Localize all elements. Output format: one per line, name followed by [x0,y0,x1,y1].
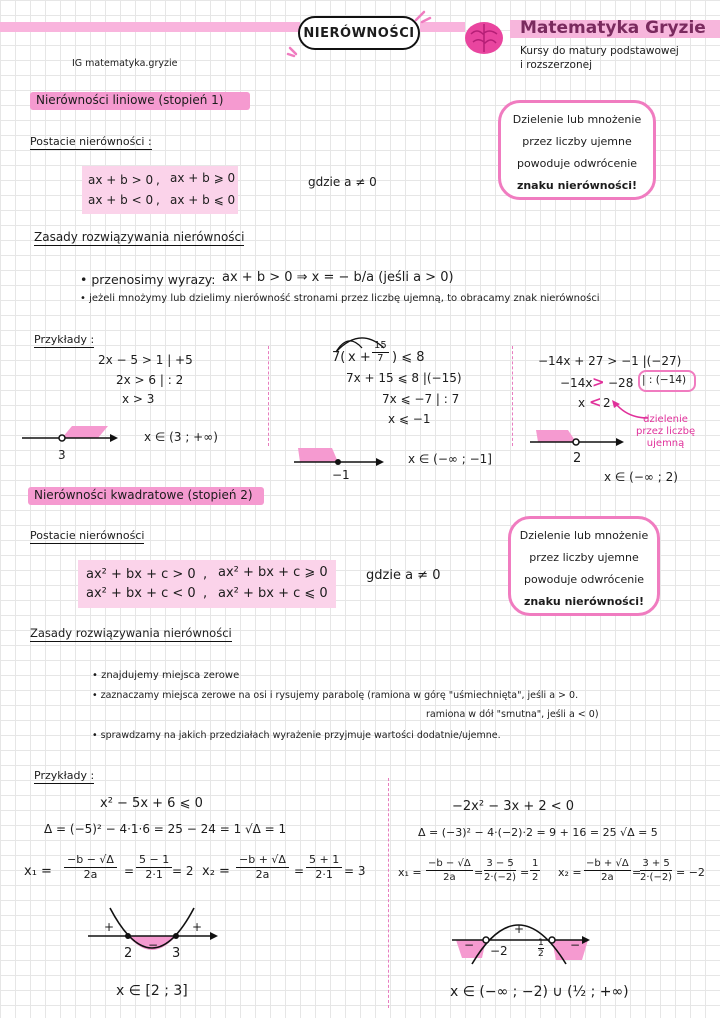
lin-ex1-line-3: x > 3 [122,392,155,406]
sparkle-left-icon [286,38,306,58]
lin-ex2-fraction [372,340,389,365]
lin-ex2-line-2: 7x + 15 ⩽ 8 |(−15) [346,371,462,385]
quad-ex2-x1-res-num: 1 [532,858,539,869]
quad-rules-label-wrap [30,626,232,642]
quad-ex2-x1-res-frac [530,857,540,884]
linear-note-line-1: Dzielenie lub mnożenie [512,113,642,126]
lin-ex3-answer: x ∈ (−∞ ; 2) [604,470,678,484]
quad-ex2-x1-den: 2a [443,872,456,883]
lin-ex3-line-2-op: | : (−14) [642,374,687,386]
quad-ex1-x1-den2: 2·1 [145,868,163,881]
quad-form-4: ax² + bx + c ⩽ 0 [218,586,328,601]
linear-form-1: ax + b > 0 [88,173,154,187]
quad-ex2-x1-frac2 [484,857,516,884]
linear-condition: gdzie a ≠ 0 [308,175,377,189]
lin-ex1-line-2: 2x > 6 | : 2 [116,373,184,387]
linear-forms-label: Postacie nierówności : [30,135,152,148]
quad-rule-3: • sprawdzamy na jakich przedziałach wyrażenie przyjmuje wartości dodatnie/ujemne. [92,730,501,741]
quad-ex2-tick-2-num: 1 [538,938,544,948]
quad-ex1-answer: x ∈ [2 ; 3] [116,983,188,999]
quad-note-line-3: powoduje odwrócenie [523,573,645,586]
quad-note-line-1: Dzielenie lub mnożenie [519,529,649,542]
quad-ex2-plus: + [514,922,525,936]
brand-tagline-1: Kursy do matury podstawowej [520,45,679,57]
quad-divider [388,778,389,1008]
lin-ex3-line-2-right: −28 [608,376,634,390]
quad-ex1-x2-frac2 [306,853,342,882]
quad-ex1-x2-label: x₂ = [202,864,230,879]
quad-ex2-x2-res: = −2 [676,866,705,879]
linear-rules-label-wrap [34,230,244,246]
lin-ex3-line-3-right: 2 [603,396,611,410]
quad-ex2-x2-eq: = [632,866,642,879]
quad-ex1-tick-2: 3 [172,946,181,961]
quad-ex1-x2-eq: = [294,864,305,878]
instagram-handle: IG matematyka.gryzie [72,58,178,69]
quad-condition: gdzie a ≠ 0 [366,568,441,583]
quad-ex1-x1-num: −b − √Δ [64,853,117,868]
quad-ex2-x2-frac2 [640,857,672,884]
top-pink-stripe [0,22,300,32]
brand-tagline-2: i rozszerzonej [520,59,593,71]
quad-ex2-x1-den2: 2·(−2) [484,872,517,883]
linear-rules-label: Zasady rozwiązywania nierówności [34,230,245,244]
lin-ex3-number-line [530,422,628,452]
topic-badge-text: NIERÓWNOŚCI [303,25,415,41]
quad-ex1-x2-den2: 2·1 [315,868,333,881]
linear-examples-label-wrap [34,333,94,348]
quad-ex1-x1-num2: 5 − 1 [136,853,172,868]
quad-ex1-x1-frac2 [136,853,172,882]
lin-ex3-side-note [636,414,695,450]
quad-ex1-x1-label: x₁ = [24,864,52,879]
quad-ex1-x2-num2: 5 + 1 [306,853,342,868]
quad-note-line-2: przez liczby ujemne [529,551,639,564]
quad-ex2-x2-num2: 3 + 5 [640,857,672,871]
lin-ex2-line-1-suffix: ) ⩽ 8 [392,350,425,365]
linear-divider-2 [512,346,513,446]
quad-ex2-inequality: −2x² − 3x + 2 < 0 [452,799,575,814]
quad-note-line-4: znaku nierówności! [523,595,645,608]
quadratic-section-title: Nierówności kwadratowe (stopień 2) [34,488,253,502]
linear-rule-2: • jeżeli mnożymy lub dzielimy nierówność stronami przez liczbę ujemną, to obracamy znak nierówności [80,293,600,304]
lin-ex2-tick: −1 [332,468,350,482]
lin-ex3-line-3-left: x [578,396,586,410]
quad-ex1-tick-1: 2 [124,946,133,961]
lin-ex2-line-1-prefix: 7( [332,350,346,365]
quad-ex1-x1-res: = 2 [172,864,194,878]
quad-ex2-x1-frac [426,857,473,884]
quad-ex1-plus-left: + [104,920,115,934]
quad-form-sep-1: , [203,567,208,582]
lin-ex2-number-line [294,442,386,470]
quad-ex2-x1-eq: = [474,866,484,879]
quad-forms-label: Postacie nierówności [30,529,145,542]
quad-ex1-parabola-graph [84,904,224,968]
quad-ex2-delta: Δ = (−3)² − 4·(−2)·2 = 9 + 16 = 25 √Δ = 5 [418,826,658,839]
quad-note-box [508,516,660,616]
lin-ex2-frac-num: 15 [374,340,387,351]
quad-examples-label: Przykłady : [34,769,95,782]
linear-forms-label-wrap [30,135,152,150]
brain-logo-icon [463,18,505,58]
quad-ex2-answer: x ∈ (−∞ ; −2) ∪ (½ ; +∞) [450,984,629,1000]
quad-ex2-x2-num: −b + √Δ [586,858,629,869]
quad-ex1-x1-frac [64,853,117,882]
quad-ex1-minus: − [148,938,159,952]
lin-ex1-line-1: 2x − 5 > 1 | +5 [98,353,193,367]
quad-ex2-x1-label: x₁ = [398,866,422,879]
quad-ex1-x2-den: 2a [255,868,270,881]
linear-rule-1-math: ax + b > 0 ⇒ x = − b/a (jeśli a > 0) [222,270,454,285]
quad-ex2-minus-right: − [570,938,581,952]
lin-ex3-line-3-sign: < [589,393,602,411]
quad-ex2-x1-res-den: 2 [532,872,539,883]
linear-form-3: ax + b < 0 [88,193,154,207]
quad-ex2-x2-frac [584,857,631,884]
quad-ex2-x1-eq2: = [520,866,530,879]
linear-section-title: Nierówności liniowe (stopień 1) [36,93,224,107]
lin-ex3-line-1: −14x + 27 > −1 |(−27) [538,354,682,368]
linear-form-sep-2: , [156,193,160,207]
quad-ex2-minus-left: − [464,938,475,952]
quad-rule-2-cont: ramiona w dół "smutna", jeśli a < 0) [426,709,599,720]
linear-examples-label: Przykłady : [34,333,95,346]
quad-ex2-tick-2 [538,938,544,959]
lin-ex3-side-note-3: ujemną [646,438,685,449]
quad-form-1: ax² + bx + c > 0 [86,567,196,582]
topic-badge [298,16,420,50]
lin-ex3-tick: 2 [573,451,582,466]
lin-ex2-frac-den: 7 [377,353,384,364]
linear-form-sep-1: , [156,173,160,187]
quad-form-3: ax² + bx + c < 0 [86,586,196,601]
quad-ex2-x1-num2: 3 − 5 [484,857,516,871]
lin-ex2-line-3: 7x ⩽ −7 | : 7 [382,392,460,406]
quad-ex1-x1-eq: = [124,864,135,878]
linear-divider-1 [268,346,269,446]
lin-ex2-line-4: x ⩽ −1 [388,412,431,426]
linear-note-line-4: znaku nierówności! [516,179,638,192]
quad-rule-1: • znajdujemy miejsca zerowe [92,670,240,681]
quad-rules-label: Zasady rozwiązywania nierówności [30,626,232,640]
quad-ex2-tick-1: −2 [490,944,508,958]
lin-ex3-side-note-1: dzielenie [643,414,688,425]
lin-ex2-line-1-x: x + [348,350,371,365]
linear-form-2: ax + b ⩾ 0 [170,171,236,185]
quad-form-2: ax² + bx + c ⩾ 0 [218,565,328,580]
quad-forms-label-wrap [30,529,144,544]
quad-ex1-x1-den: 2a [83,868,98,881]
quad-form-sep-2: , [203,586,208,601]
lin-ex1-tick: 3 [58,448,66,462]
quad-rule-2: • zaznaczamy miejsca zerowe na osi i rysujemy parabolę (ramiona w górę "uśmiechnięta", jeśli a > 0. [92,690,579,701]
linear-rule-1-text: • przenosimy wyrazy: [80,272,216,287]
quad-ex1-delta: Δ = (−5)² − 4·1·6 = 25 − 24 = 1 √Δ = 1 [44,822,287,836]
quad-ex2-x2-den: 2a [601,872,614,883]
brand-name: Matematyka Gryzie [520,18,706,38]
lin-ex1-answer: x ∈ (3 ; +∞) [144,430,218,444]
quad-examples-label-wrap [34,769,94,784]
quad-ex1-inequality: x² − 5x + 6 ⩽ 0 [100,796,203,811]
lin-ex3-line-2-left: −14x [560,376,593,390]
quad-ex1-x2-num: −b + √Δ [236,853,289,868]
quad-ex1-x2-res: = 3 [344,864,366,878]
quad-ex1-plus-right: + [192,920,203,934]
linear-note-line-3: powoduje odwrócenie [516,157,638,170]
lin-ex1-number-line [22,418,122,448]
quad-ex1-x2-frac [236,853,289,882]
quad-ex2-x1-num: −b − √Δ [428,858,471,869]
lin-ex2-answer: x ∈ (−∞ ; −1] [408,452,492,466]
quad-ex2-x2-den2: 2·(−2) [640,872,673,883]
lin-ex3-line-2-sign: > [592,373,605,391]
linear-note-box [498,100,656,200]
sparkle-right-icon [412,6,434,26]
linear-note-line-2: przez liczby ujemne [522,135,632,148]
quad-ex2-tick-2-den: 2 [538,949,544,959]
linear-form-4: ax + b ⩽ 0 [170,193,236,207]
quad-ex2-x2-label: x₂ = [558,866,582,879]
lin-ex3-side-note-2: przez liczbę [636,426,696,437]
